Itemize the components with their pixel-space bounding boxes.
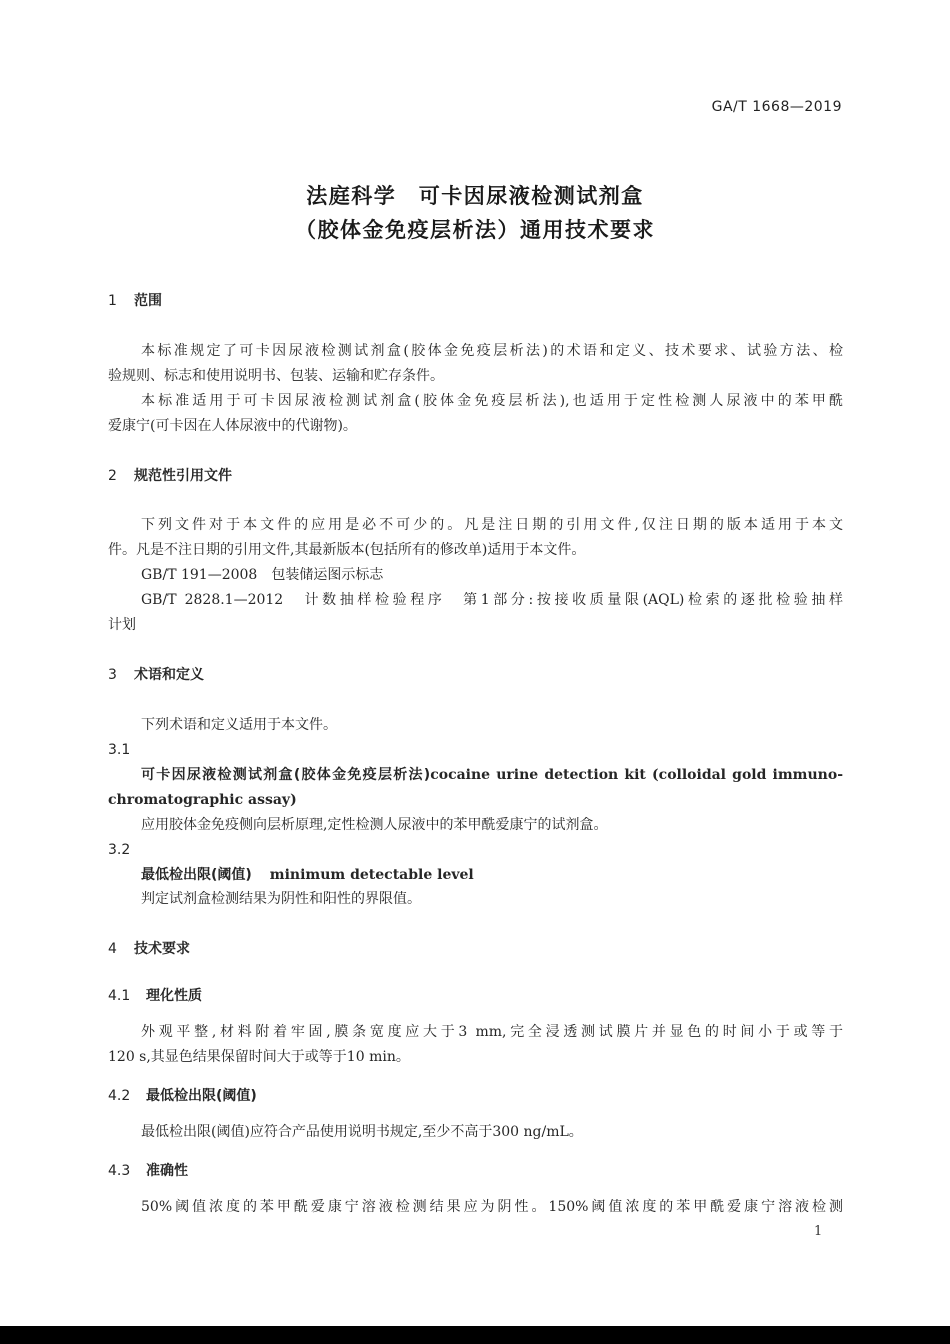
s1-para2-line2: 爱康宁(可卡因在人体尿液中的代谢物)。 — [108, 418, 357, 434]
bottom-edge-bar — [0, 1326, 950, 1344]
subsection-number: 4.2 — [108, 1088, 131, 1104]
term-3-2-english: minimum detectable level — [269, 867, 474, 883]
term-3-1-definition: 应用胶体金免疫侧向层析原理,定性检测人尿液中的苯甲酰爱康宁的试剂盒。 — [141, 817, 608, 833]
standard-code: GA/T 1668—2019 — [711, 99, 842, 115]
section-4-1-heading — [108, 987, 843, 1005]
term-3-2-number: 3.2 — [108, 842, 131, 858]
term-3-1-chinese: 可卡因尿液检测试剂盒(胶体金免疫层析法) — [141, 767, 431, 783]
section-1-heading — [108, 292, 843, 310]
section-4-2-heading — [108, 1087, 843, 1105]
term-3-2-heading — [141, 866, 843, 884]
s3-intro: 下列术语和定义适用于本文件。 — [141, 717, 337, 733]
section-4-heading — [108, 940, 843, 958]
page-number: 1 — [814, 1224, 823, 1239]
s1-para2-line1: 本标准适用于可卡因尿液检测试剂盒(胶体金免疫层析法),也适用于定性检测人尿液中的苯甲酰 — [141, 393, 843, 409]
section-number: 3 — [108, 667, 117, 683]
term-3-2-definition: 判定试剂盒检测结果为阴性和阳性的界限值。 — [141, 891, 421, 907]
term-3-2-chinese: 最低检出限(阈值) — [141, 867, 252, 883]
s4-1-para-line2: 120 s,其显色结果保留时间大于或等于10 min。 — [108, 1049, 410, 1065]
subsection-number: 4.1 — [108, 988, 131, 1004]
subsection-number: 4.3 — [108, 1163, 131, 1179]
doc-title-line-2: （胶体金免疫层析法）通用技术要求 — [295, 218, 655, 242]
term-3-1-english: cocaine urine detection kit (colloidal gold immuno- — [430, 767, 844, 783]
reference-gb-t-2828-line1: GB/T 2828.1—2012 计数抽样检验程序 第1部分:按接收质量限(AQL)检索的逐批检验抽样 — [141, 592, 843, 608]
reference-gb-t-2828-line2: 计划 — [108, 617, 136, 633]
section-title: 术语和定义 — [134, 667, 204, 683]
section-number: 4 — [108, 941, 117, 957]
section-title: 范围 — [134, 293, 162, 309]
s4-1-para-line1: 外观平整,材料附着牢固,膜条宽度应大于3 mm,完全浸透测试膜片并显色的时间小于或等于 — [141, 1024, 843, 1040]
term-3-1-heading-line1 — [141, 766, 843, 784]
section-4-3-heading — [108, 1162, 843, 1180]
term-3-1-number: 3.1 — [108, 742, 131, 758]
section-number: 2 — [108, 468, 117, 484]
s4-2-para: 最低检出限(阈值)应符合产品使用说明书规定,至少不高于300 ng/mL。 — [141, 1124, 583, 1140]
doc-title-line-1: 法庭科学 可卡因尿液检测试剂盒 — [306, 184, 644, 208]
section-title: 技术要求 — [134, 941, 190, 957]
reference-gb-t-191: GB/T 191—2008 包装储运图示标志 — [141, 567, 384, 583]
s4-3-para-line1: 50%阈值浓度的苯甲酰爱康宁溶液检测结果应为阴性。150%阈值浓度的苯甲酰爱康宁溶液检测 — [141, 1199, 843, 1215]
section-2-heading — [108, 467, 843, 485]
subsection-title: 理化性质 — [146, 988, 202, 1004]
subsection-title: 最低检出限(阈值) — [146, 1088, 257, 1104]
subsection-title: 准确性 — [146, 1163, 188, 1179]
s1-para1-line1: 本标准规定了可卡因尿液检测试剂盒(胶体金免疫层析法)的术语和定义、技术要求、试验方法、检 — [141, 343, 843, 359]
s1-para1-line2: 验规则、标志和使用说明书、包装、运输和贮存条件。 — [108, 368, 444, 384]
s2-para1-line1: 下列文件对于本文件的应用是必不可少的。凡是注日期的引用文件,仅注日期的版本适用于本文 — [141, 517, 843, 533]
section-3-heading — [108, 666, 843, 684]
section-number: 1 — [108, 293, 117, 309]
term-3-1-heading-line2: chromatographic assay) — [108, 792, 297, 808]
s2-para1-line2: 件。凡是不注日期的引用文件,其最新版本(包括所有的修改单)适用于本文件。 — [108, 542, 586, 558]
section-title: 规范性引用文件 — [134, 468, 232, 484]
